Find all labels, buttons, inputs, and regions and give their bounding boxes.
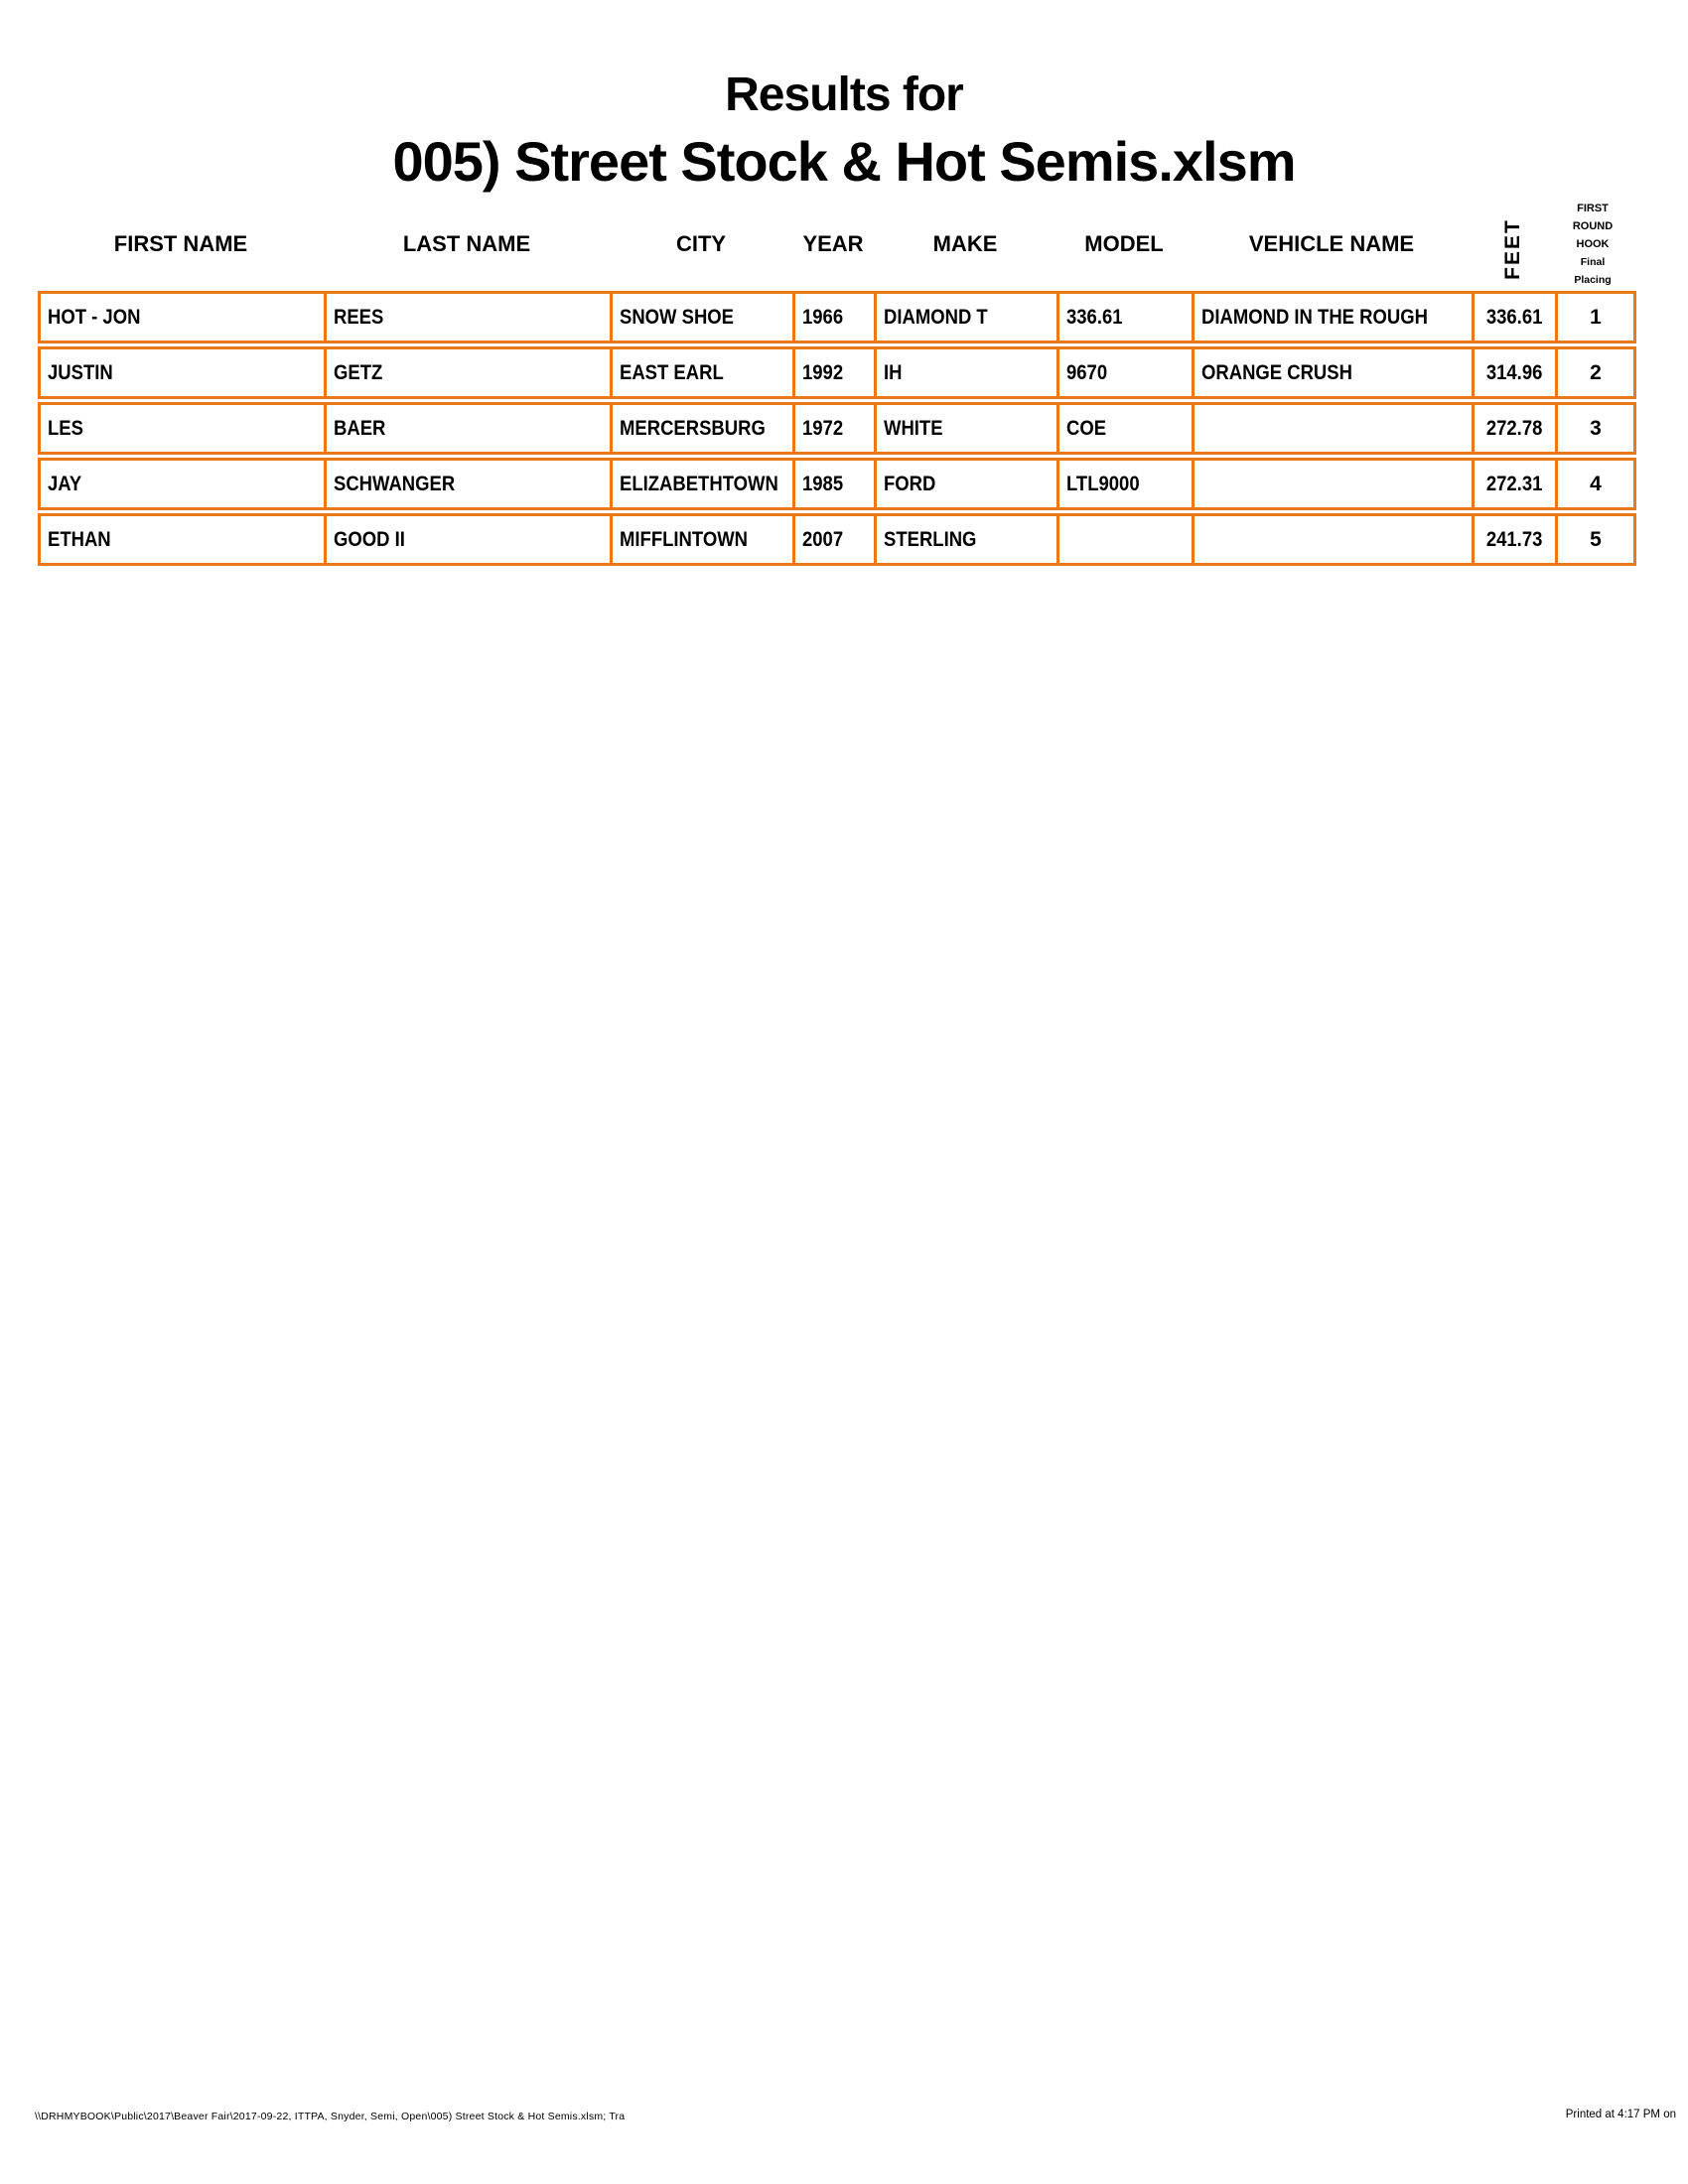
cell-year: 1966 [795, 294, 877, 341]
cell-year: 1992 [795, 349, 877, 396]
cell-placing: 5 [1590, 527, 1602, 551]
cell-vehicle-name: DIAMOND IN THE ROUGH [1195, 294, 1475, 341]
cell-make: FORD [877, 461, 1059, 507]
cell-feet: 272.31 [1475, 461, 1558, 507]
cell-first-name: HOT - JON [41, 294, 327, 341]
cell-first-name: LES [41, 405, 327, 452]
cell-year: 2007 [795, 516, 877, 563]
header-cell-last-name: LAST NAME [402, 231, 531, 256]
header-cell-vehicle-name: VEHICLE NAME [1248, 231, 1415, 256]
placing-header-line: Placing [1574, 274, 1612, 286]
cell-vehicle-name [1195, 405, 1475, 452]
cell-year: 1985 [795, 461, 877, 507]
cell-make: WHITE [877, 405, 1059, 452]
placing-header-line: FIRST [1577, 203, 1609, 214]
placing-header-line: HOOK [1576, 238, 1610, 250]
placing-header-line: ROUND [1572, 220, 1614, 232]
cell-first-name: ETHAN [41, 516, 327, 563]
cell-city: SNOW SHOE [613, 294, 795, 341]
cell-model: LTL9000 [1059, 461, 1195, 507]
table-row [38, 513, 1636, 566]
cell-last-name: SCHWANGER [327, 461, 613, 507]
feet-rotated-label: FEET [1500, 218, 1524, 280]
cell-city: MERCERSBURG [613, 405, 795, 452]
cell-feet: 314.96 [1475, 349, 1558, 396]
cell-first-name: JAY [41, 461, 327, 507]
table-row [38, 458, 1636, 510]
footer-file-path: \\DRHMYBOOK\Public\2017\Beaver Fair\2017-09-22, ITTPA, Snyder, Semi, Open\005) Street Stock & Hot Semis.xlsm; Tra [35, 2111, 626, 2122]
cell-vehicle-name: ORANGE CRUSH [1195, 349, 1475, 396]
cell-placing: 3 [1590, 416, 1602, 440]
cell-placing: 4 [1590, 472, 1602, 495]
footer-printed-at: Printed at 4:17 PM on [1565, 2109, 1676, 2120]
header-cell-placing [1555, 194, 1630, 291]
placing-header-line: Final [1580, 256, 1606, 268]
cell-model: 9670 [1059, 349, 1195, 396]
cell-first-name: JUSTIN [41, 349, 327, 396]
results-table [38, 194, 1636, 569]
header-cell-first-name: FIRST NAME [113, 231, 248, 256]
cell-year: 1972 [795, 405, 877, 452]
cell-make: STERLING [877, 516, 1059, 563]
cell-placing: 1 [1590, 305, 1602, 329]
cell-vehicle-name [1195, 516, 1475, 563]
cell-feet: 241.73 [1475, 516, 1558, 563]
cell-make: IH [877, 349, 1059, 396]
cell-model: COE [1059, 405, 1195, 452]
cell-placing: 2 [1590, 360, 1602, 384]
cell-last-name: BAER [327, 405, 613, 452]
header-cell-model: MODEL [1084, 231, 1164, 256]
page-title: Results for [725, 68, 963, 121]
header-cell-feet [1472, 194, 1555, 291]
cell-last-name: GETZ [327, 349, 613, 396]
cell-model [1059, 516, 1195, 563]
table-row [38, 291, 1636, 343]
cell-last-name: GOOD II [327, 516, 613, 563]
cell-feet: 272.78 [1475, 405, 1558, 452]
table-header-row [38, 194, 1636, 291]
header-cell-make: MAKE [932, 231, 998, 256]
cell-city: EAST EARL [613, 349, 795, 396]
cell-vehicle-name [1195, 461, 1475, 507]
cell-model: 336.61 [1059, 294, 1195, 341]
cell-feet: 336.61 [1475, 294, 1558, 341]
header-cell-city: CITY [675, 231, 727, 256]
cell-city: MIFFLINTOWN [613, 516, 795, 563]
table-row [38, 346, 1636, 399]
table-row [38, 402, 1636, 455]
page-subtitle-filename: 005) Street Stock & Hot Semis.xlsm [392, 130, 1296, 193]
table-rows [38, 291, 1636, 566]
header-cell-year: YEAR [802, 231, 864, 256]
cell-last-name: REES [327, 294, 613, 341]
cell-make: DIAMOND T [877, 294, 1059, 341]
cell-city: ELIZABETHTOWN [613, 461, 795, 507]
